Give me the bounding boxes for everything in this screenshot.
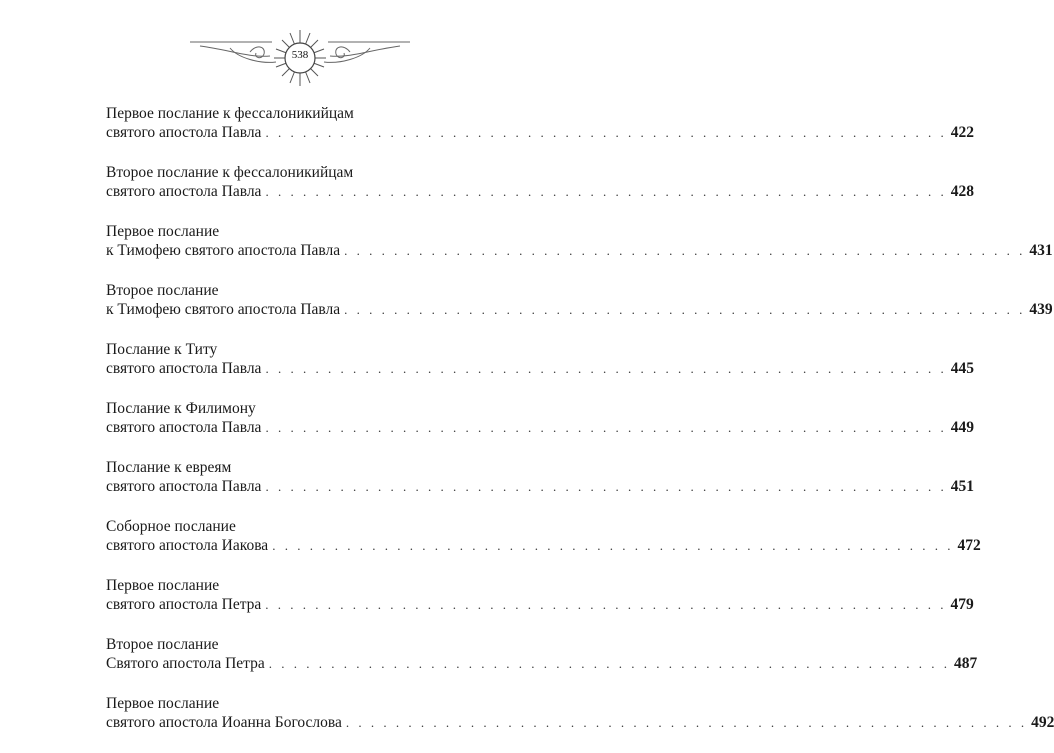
toc-entry-subtitle: святого апостола Павла [106,124,262,141]
toc-leader-dots: . . . . . . . . . . . . . . . . . . . . . . . . . . . . . . . . . . . . . . . . . . . . . . . . . . . . . . . [344,302,1026,317]
toc-entry-page[interactable]: 439 [1029,301,1053,318]
toc-leader-dots: . . . . . . . . . . . . . . . . . . . . . . . . . . . . . . . . . . . . . . . . . . . . . . . . . . . . . . . [265,184,947,199]
toc-entry-subtitle: святого апостола Павла [106,183,262,200]
toc-entry[interactable] [106,340,974,378]
toc-entry-subtitle: к Тимофею святого апостола Павла [106,242,341,259]
toc-entry-subtitle: святого апостола Иакова [106,537,269,554]
toc-leader-dots: . . . . . . . . . . . . . . . . . . . . . . . . . . . . . . . . . . . . . . . . . . . . . . . . . . . . . . . [272,538,954,553]
page-header-ornament [190,28,410,88]
toc-entry-subtitle: святого апостола Павла [106,478,262,495]
toc-entry[interactable] [106,517,981,555]
toc-entry-page[interactable]: 492 [1031,714,1054,731]
toc-entry-page[interactable]: 431 [1029,242,1053,259]
toc-entry-title: Первое послание [106,223,220,240]
toc-entry-page[interactable]: 487 [954,655,978,672]
toc-entry-page[interactable]: 472 [957,537,981,554]
toc-entry-title: Первое послание к фессалоникийцам [106,105,354,122]
toc-entry-subtitle: святого апостола Павла [106,360,262,377]
table-of-contents [106,104,1054,753]
toc-entry[interactable] [106,399,974,437]
toc-leader-dots: . . . . . . . . . . . . . . . . . . . . . . . . . . . . . . . . . . . . . . . . . . . . . . . . . . . . . . . [345,715,1028,730]
toc-entry-title: Первое послание [106,695,220,712]
toc-entry-title: Первое послание [106,577,220,594]
toc-entry-page[interactable]: 479 [950,596,974,613]
toc-entry-page[interactable]: 428 [950,183,974,200]
toc-entry-page[interactable]: 451 [950,478,974,495]
toc-entry[interactable] [106,694,1054,732]
toc-entry-title: Второе послание к фессалоникийцам [106,164,354,181]
toc-leader-dots: . . . . . . . . . . . . . . . . . . . . . . . . . . . . . . . . . . . . . . . . . . . . . . . . . . . . . . . [344,243,1026,258]
toc-entry-title: Соборное послание [106,518,236,535]
toc-entry-title: Послание к Филимону [106,400,256,417]
toc-entry-title: Послание к евреям [106,459,232,476]
toc-entry-page[interactable]: 422 [950,124,974,141]
toc-entry[interactable] [106,635,978,673]
toc-entry-title: Второе послание [106,282,219,299]
toc-entry-subtitle: к Тимофею святого апостола Павла [106,301,341,318]
toc-entry-page[interactable]: 445 [950,360,974,377]
toc-leader-dots: . . . . . . . . . . . . . . . . . . . . . . . . . . . . . . . . . . . . . . . . . . . . . . . . . . . . . . . [265,597,947,612]
toc-entry[interactable] [106,222,1053,260]
toc-entry[interactable] [106,163,974,201]
toc-leader-dots: . . . . . . . . . . . . . . . . . . . . . . . . . . . . . . . . . . . . . . . . . . . . . . . . . . . . . . . [265,125,947,140]
toc-entry[interactable] [106,281,1053,319]
toc-entry-subtitle: святого апостола Павла [106,419,262,436]
toc-entry[interactable] [106,458,974,496]
toc-entry[interactable] [106,576,974,614]
toc-leader-dots: . . . . . . . . . . . . . . . . . . . . . . . . . . . . . . . . . . . . . . . . . . . . . . . . . . . . . . . [265,420,947,435]
toc-leader-dots: . . . . . . . . . . . . . . . . . . . . . . . . . . . . . . . . . . . . . . . . . . . . . . . . . . . . . . . [268,656,951,671]
toc-entry-subtitle: святого апостола Петра [106,596,262,613]
toc-entry[interactable] [106,104,974,142]
toc-leader-dots: . . . . . . . . . . . . . . . . . . . . . . . . . . . . . . . . . . . . . . . . . . . . . . . . . . . . . . . [265,361,947,376]
toc-entry-page[interactable]: 449 [950,419,974,436]
toc-entry-title: Второе послание [106,636,219,653]
toc-entry-title: Послание к Титу [106,341,218,358]
toc-entry-subtitle: Святого апостола Петра [106,655,265,672]
page-number: 538 [291,49,309,61]
toc-leader-dots: . . . . . . . . . . . . . . . . . . . . . . . . . . . . . . . . . . . . . . . . . . . . . . . . . . . . . . . [265,479,947,494]
toc-entry-subtitle: святого апостола Иоанна Богослова [106,714,342,731]
